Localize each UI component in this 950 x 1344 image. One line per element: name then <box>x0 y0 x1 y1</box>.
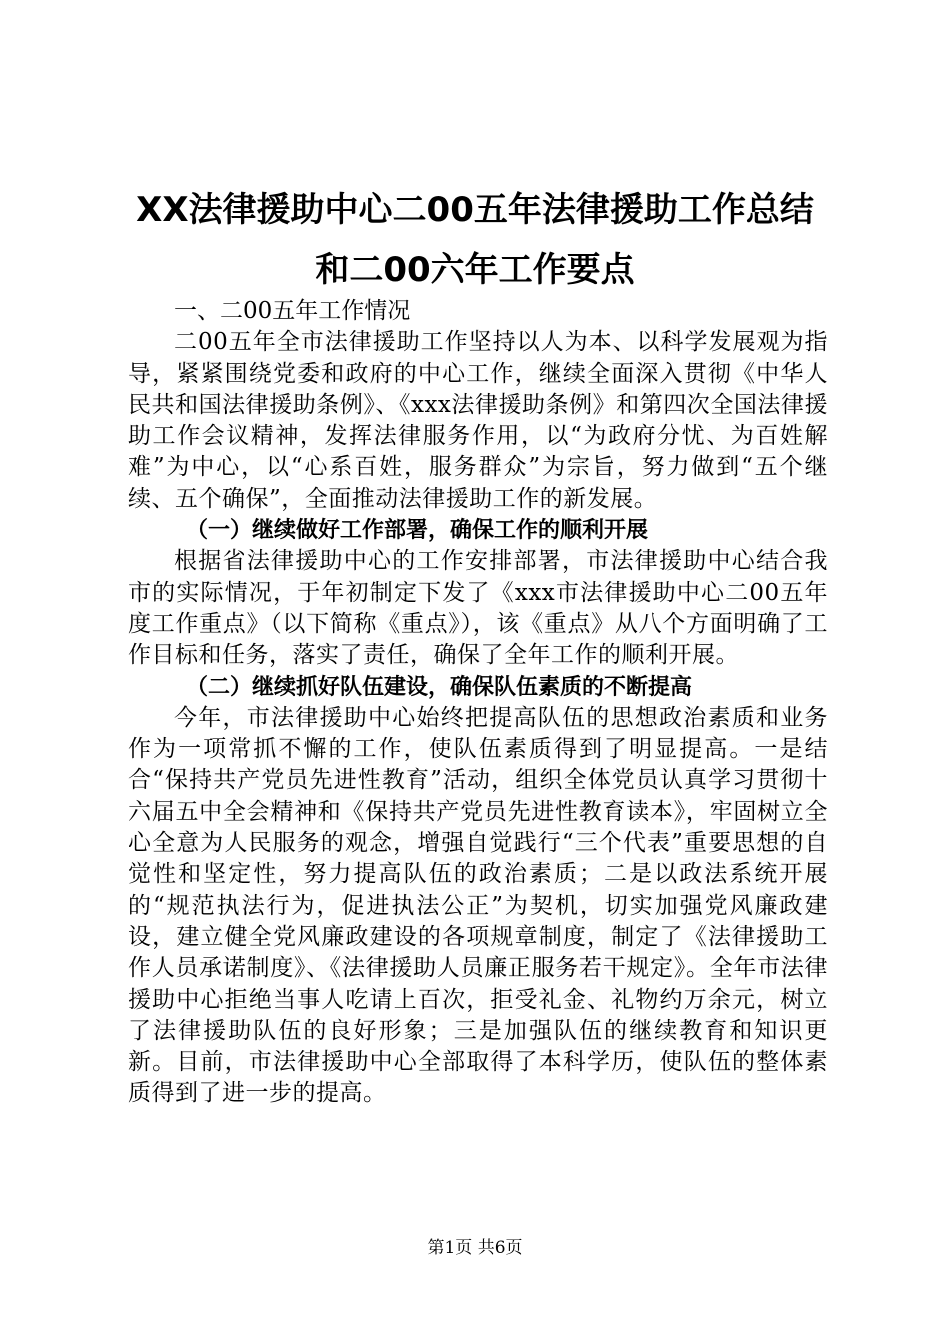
section-heading-work-status: 一、二00五年工作情况 <box>174 298 411 324</box>
subsection-heading-team-building: （二）继续抓好队伍建设，确保队伍素质的不断提高 <box>186 674 693 700</box>
subsection-heading-work-deployment: （一）继续做好工作部署，确保工作的顺利开展 <box>186 518 649 544</box>
work-deployment-paragraph: 根据省法律援助中心的工作安排部署，市法律援助中心结合我市的实际情况，于年初制定下发了《xxx市法律援助中心二00五年度工作重点》（以下简称《重点》），该《重点》从八个方面明确了工作目标和任务，落实了责任，确保了全年工作的顺利开展。 <box>128 548 828 669</box>
page-number-footer: 第1页 共6页 <box>427 1238 523 1258</box>
document-title-line-2: 和二00六年工作要点 <box>315 250 635 290</box>
intro-paragraph: 二00五年全市法律援助工作坚持以人为本、以科学发展观为指导，紧紧围绕党委和政府的中心工作，继续全面深入贯彻《中华人民共和国法律援助条例》、《xxx法律援助条例》和第四次全国法律援助工作会议精神，发挥法律服务作用，以“为政府分忧、为百姓解难”为中心，以“心系百姓，服务群众”为宗旨，努力做到“五个继续、五个确保”，全面推动法律援助工作的新发展。 <box>128 329 828 512</box>
team-building-paragraph: 今年，市法律援助中心始终把提高队伍的思想政治素质和业务作为一项常抓不懈的工作，使队伍素质得到了明显提高。一是结合“保持共产党员先进性教育”活动，组织全体党员认真学习贯彻十六届五中全会精神和《保持共产党员先进性教育读本》，牢固树立全心全意为人民服务的观念，增强自觉践行“三个代表”重要思想的自觉性和坚定性，努力提高队伍的政治素质；二是以政法系统开展的“规范执法行为，促进执法公正”为契机，切实加强党风廉政建设，建立健全党风廉政建设的各项规章制度，制定了《法律援助工作人员承诺制度》、《法律援助人员廉正服务若干规定》。全年市法律援助中心拒绝当事人吃请上百次，拒受礼金、礼物约万余元，树立了法律援助队伍的良好形象；三是加强队伍的继续教育和知识更新。目前，市法律援助中心全部取得了本科学历，使队伍的整体素质得到了进一步的提高。 <box>128 704 828 1107</box>
document-title-line-1: XX法律援助中心二00五年法律援助工作总结 <box>136 190 814 230</box>
document-body <box>128 296 828 1110</box>
